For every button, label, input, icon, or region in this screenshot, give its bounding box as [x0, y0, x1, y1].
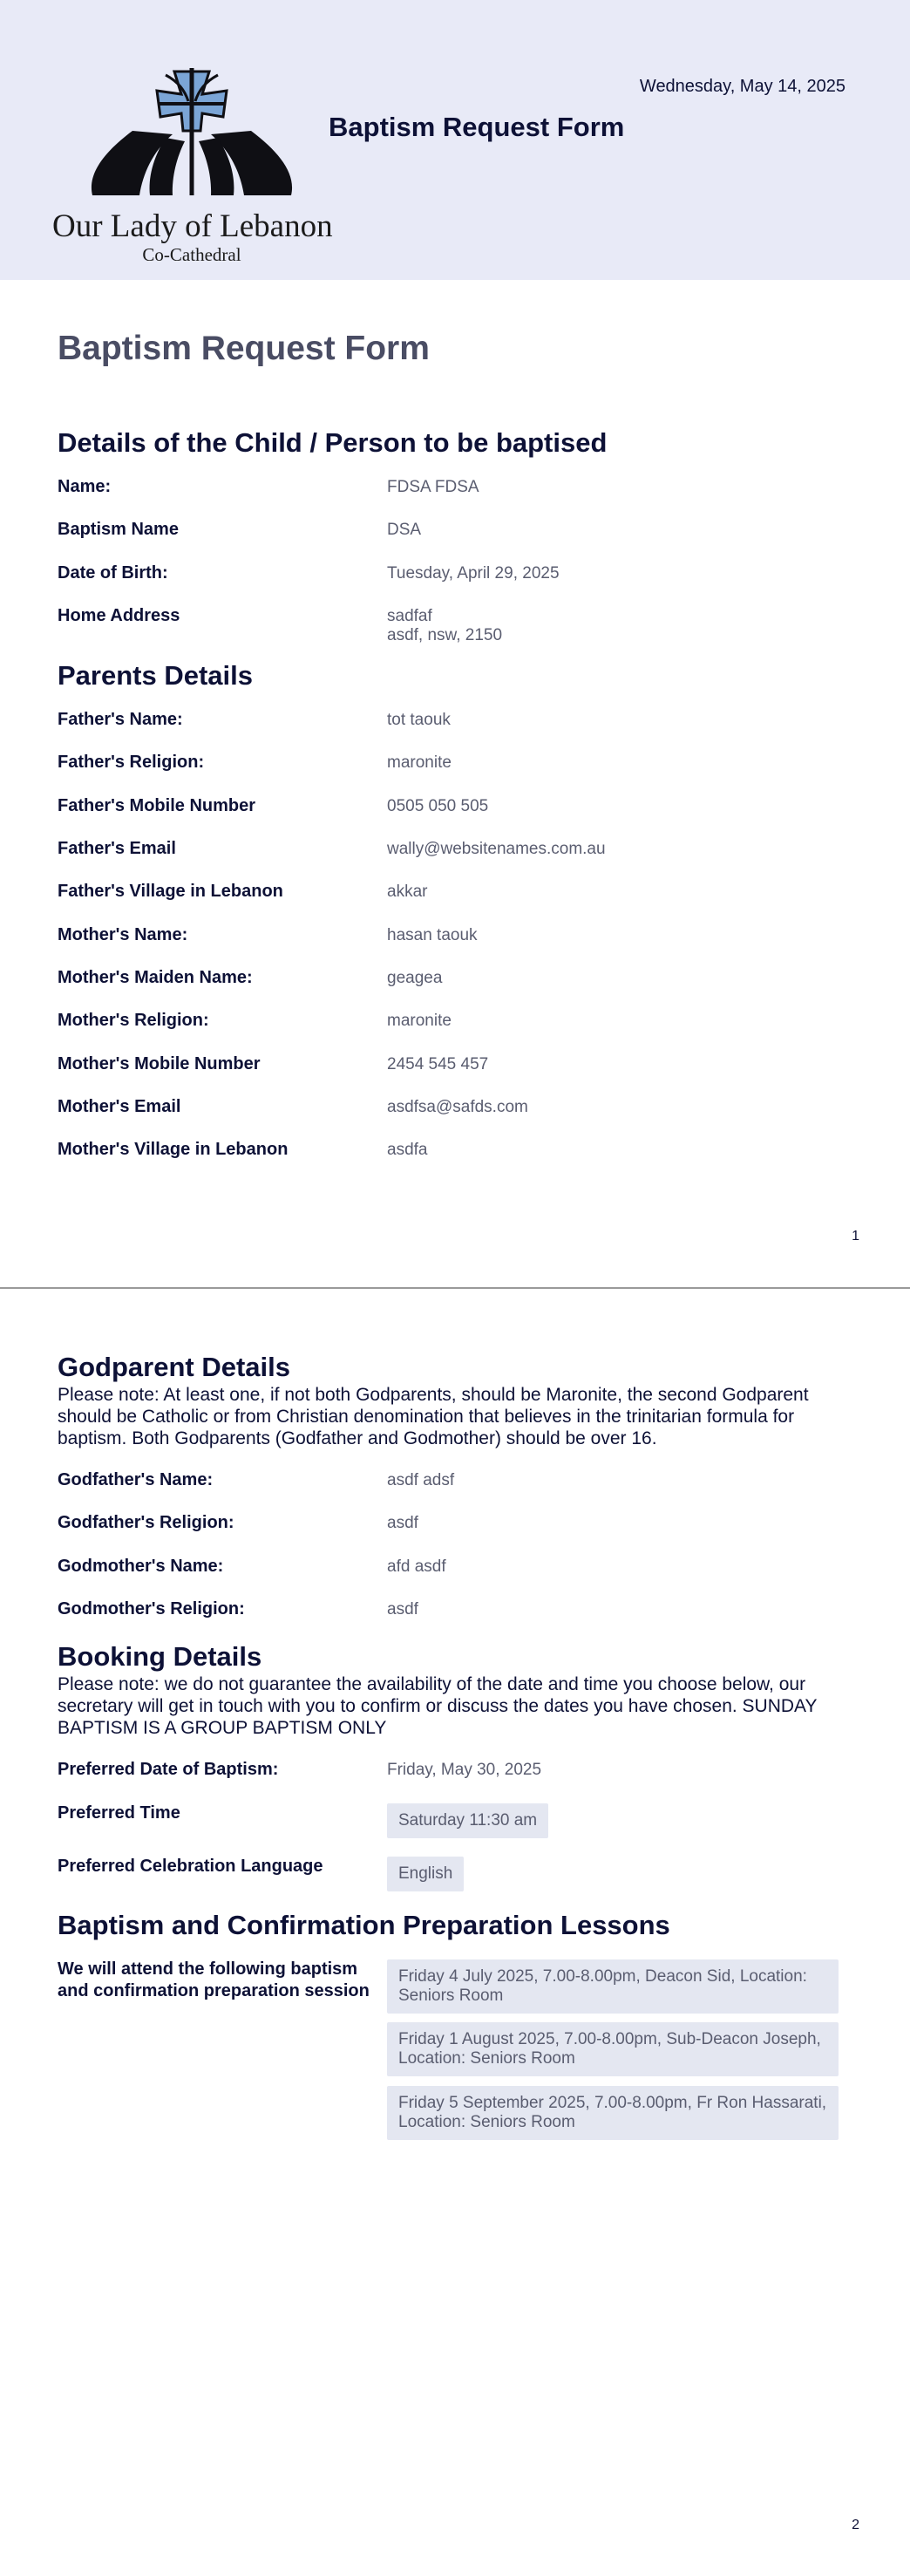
- preferred-language-label: Preferred Celebration Language: [58, 1857, 323, 1876]
- field-value: asdf: [387, 1514, 418, 1532]
- field-value: akkar: [387, 883, 428, 901]
- field-value: asdfsa@safds.com: [387, 1098, 528, 1116]
- field-label: Mother's Email: [58, 1097, 181, 1116]
- preferred-date-value: Friday, May 30, 2025: [387, 1761, 542, 1779]
- field-label: Father's Village in Lebanon: [58, 882, 283, 901]
- field-label: Godfather's Name:: [58, 1470, 214, 1489]
- preferred-language-chip: English: [387, 1857, 464, 1891]
- field-value: asdf: [387, 1600, 418, 1619]
- page-number: 2: [852, 2518, 859, 2532]
- field-label: Mother's Village in Lebanon: [58, 1140, 289, 1159]
- field-value: wally@websitenames.com.au: [387, 840, 606, 858]
- field-label: Father's Religion:: [58, 753, 205, 772]
- field-value: afd asdf: [387, 1557, 446, 1576]
- lesson-session-chip: Friday 4 July 2025, 7.00-8.00pm, Deacon Sid, Location: Seniors Room: [387, 1959, 839, 2014]
- header-title: Baptism Request Form: [329, 112, 625, 142]
- field-label: Date of Birth:: [58, 563, 168, 583]
- godparent-section-heading: Godparent Details: [58, 1352, 290, 1382]
- preferred-date-label: Preferred Date of Baptism:: [58, 1760, 279, 1779]
- field-label: Mother's Maiden Name:: [58, 968, 253, 987]
- preferred-time-label: Preferred Time: [58, 1803, 180, 1823]
- field-label: Home Address: [58, 606, 180, 625]
- field-value: 2454 545 457: [387, 1055, 489, 1073]
- logo-name: Our Lady of Lebanon: [52, 208, 333, 244]
- field-label: Father's Mobile Number: [58, 796, 256, 815]
- field-label: Name:: [58, 477, 112, 496]
- lesson-session-chip: Friday 5 September 2025, 7.00-8.00pm, Fr Ron Hassarati, Location: Seniors Room: [387, 2086, 839, 2140]
- field-label: Baptism Name: [58, 520, 179, 539]
- field-value: tot taouk: [387, 711, 451, 729]
- field-label: Father's Email: [58, 839, 176, 858]
- field-value: 0505 050 505: [387, 797, 489, 815]
- field-label: Godfather's Religion:: [58, 1513, 234, 1532]
- page-divider: [0, 1287, 910, 1289]
- page-title: Baptism Request Form: [58, 330, 430, 367]
- field-value: maronite: [387, 1012, 452, 1030]
- field-value: sadfaf: [387, 607, 432, 625]
- header-date: Wednesday, May 14, 2025: [639, 77, 845, 96]
- lessons-section-heading: Baptism and Confirmation Preparation Lessons: [58, 1910, 670, 1940]
- booking-note: Please note: we do not guarantee the availability of the date and time you choose below, our secretary will get in touch with you to confirm or discuss the dates you have chosen. SUNDAY BAPTISM IS A GROUP BAPTISM ONLY: [58, 1674, 818, 1738]
- field-value: asdfa: [387, 1141, 428, 1159]
- page-number: 1: [852, 1229, 859, 1244]
- lessons-label: We will attend the following baptism and confirmation preparation session: [58, 1959, 370, 2000]
- logo-subtitle: Co-Cathedral: [142, 244, 241, 265]
- godparent-note: Please note: At least one, if not both Godparents, should be Maronite, the second Godparent should be Catholic or from Christian denomination that believes in the trinitarian formula for baptism. Both Godparents (Godfather and Godmother) should be over 16.: [58, 1385, 809, 1448]
- page-header: [0, 0, 910, 280]
- field-value: FDSA FDSA: [387, 478, 479, 496]
- field-value: asdf adsf: [387, 1471, 455, 1489]
- parents-section-heading: Parents Details: [58, 660, 253, 691]
- field-value: DSA: [387, 521, 422, 539]
- field-value: Tuesday, April 29, 2025: [387, 564, 560, 583]
- child-section-heading: Details of the Child / Person to be baptised: [58, 427, 608, 458]
- field-label: Mother's Mobile Number: [58, 1054, 261, 1073]
- field-label: Mother's Religion:: [58, 1011, 209, 1030]
- field-label: Father's Name:: [58, 710, 183, 729]
- field-value: geagea: [387, 969, 443, 987]
- preferred-time-chip: Saturday 11:30 am: [387, 1803, 548, 1838]
- field-label: Godmother's Religion:: [58, 1599, 245, 1619]
- lesson-session-chip: Friday 1 August 2025, 7.00-8.00pm, Sub-Deacon Joseph, Location: Seniors Room: [387, 2022, 839, 2076]
- cross-icon: [52, 65, 331, 204]
- field-value: hasan taouk: [387, 926, 478, 944]
- field-label: Mother's Name:: [58, 925, 188, 944]
- booking-section-heading: Booking Details: [58, 1641, 262, 1672]
- church-logo: [52, 65, 331, 270]
- field-value-line2: asdf, nsw, 2150: [387, 626, 503, 644]
- field-value: maronite: [387, 753, 452, 772]
- field-label: Godmother's Name:: [58, 1557, 224, 1576]
